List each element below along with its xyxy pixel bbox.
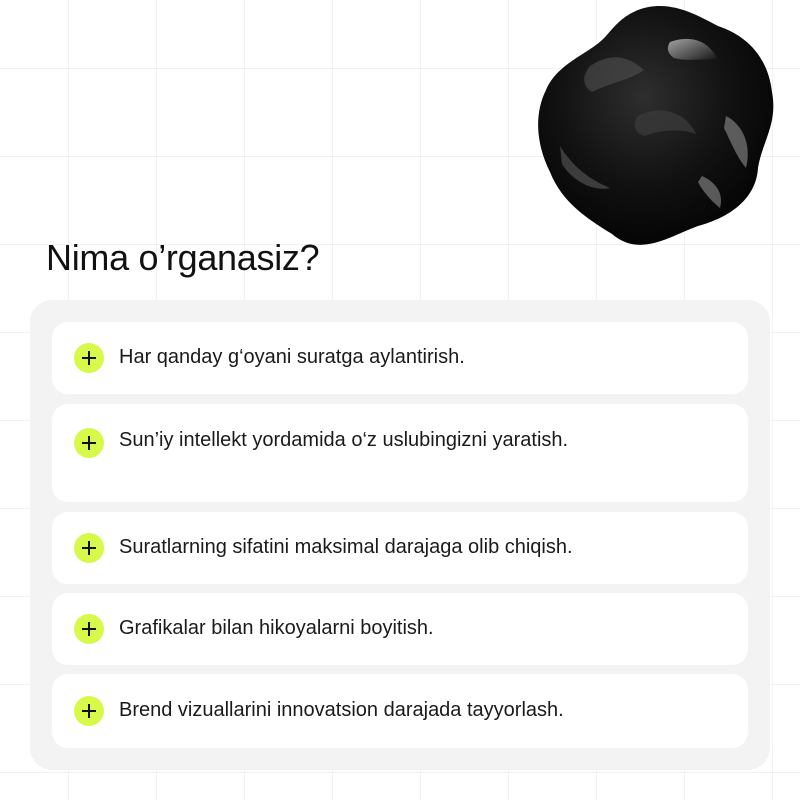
- list-item: [52, 512, 748, 584]
- list-item-text: Grafikalar bilan hikoyalarni boyitish.: [119, 617, 434, 639]
- plus-icon: [74, 614, 104, 644]
- list-item: [52, 674, 748, 748]
- list-item: [52, 593, 748, 665]
- plus-icon: [74, 533, 104, 563]
- plus-icon: [74, 696, 104, 726]
- list-item: [52, 404, 748, 502]
- list-item: [52, 322, 748, 394]
- list-item-text: Har qanday g‘oyani suratga aylantirish.: [119, 346, 465, 368]
- list-item-text: Suratlarning sifatini maksimal darajaga olib chiqish.: [119, 536, 573, 558]
- learning-list-panel: [30, 300, 770, 770]
- plus-icon: [74, 343, 104, 373]
- page-title: Nima o’rganasiz?: [46, 237, 320, 278]
- decorative-3d-blob: [520, 0, 790, 266]
- list-item-text: Sun’iy intellekt yordamida o‘z uslubingizni yaratish.: [119, 429, 569, 451]
- list-item-text: Brend vizuallarini innovatsion darajada tayyorlash.: [119, 699, 564, 721]
- plus-icon: [74, 428, 104, 458]
